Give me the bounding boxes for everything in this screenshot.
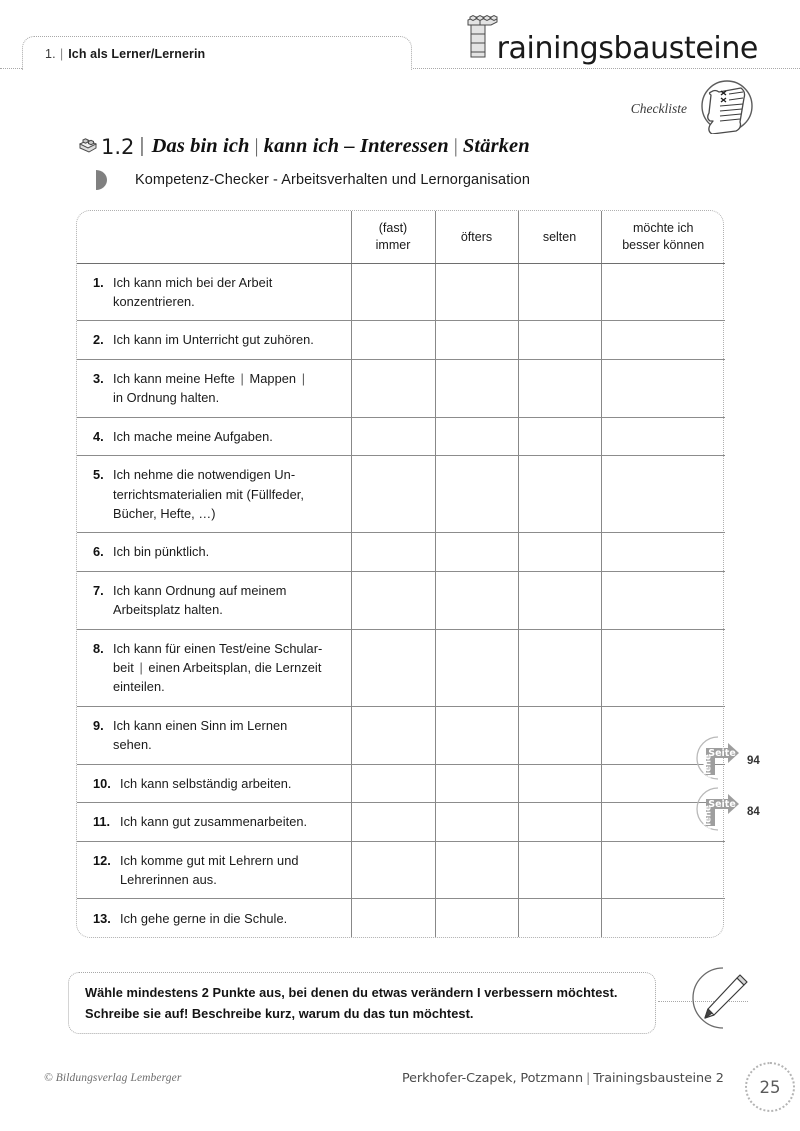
column-header-fast-immer: (fast) immer: [351, 211, 435, 263]
instruction-area: [68, 972, 668, 1034]
table-row: [77, 764, 725, 802]
statement-cell: [77, 263, 351, 321]
column-header-moechte-ich-besser-koennen: möchte ich besser können: [601, 211, 725, 263]
scroll-checklist-icon: [696, 78, 758, 139]
statement-cell: [77, 417, 351, 455]
instruction-line-1: Wähle mindestens 2 Punkte aus, bei denen du etwas verändern I verbessern möchtest.: [85, 985, 618, 1000]
checkliste-badge: [631, 78, 758, 139]
statement-cell: [77, 359, 351, 417]
item-text: Ich gehe gerne in die Schule.: [120, 910, 288, 926]
section-heading: [78, 134, 530, 159]
table-row: [77, 899, 725, 937]
item-number: 5.: [93, 467, 104, 483]
item-text: Ich nehme die notwendigen Un- terrichtsmaterialien mit (Füllfeder, Bücher, Hefte, …): [113, 467, 304, 521]
checkbox-cell-oefters[interactable]: [435, 803, 518, 841]
item-number: 6.: [93, 544, 104, 560]
table-row: [77, 841, 725, 899]
item-text: Ich mache meine Aufgaben.: [113, 428, 273, 444]
item-text: Ich kann einen Sinn im Lernen sehen.: [113, 718, 288, 753]
item-text: Ich bin pünktlich.: [113, 544, 210, 560]
checkbox-cell-oefters[interactable]: [435, 533, 518, 571]
column-header-selten: selten: [518, 211, 601, 263]
half-disc-bullet-icon: [96, 170, 107, 190]
checkbox-cell-selten[interactable]: [518, 321, 601, 359]
statement-cell: [77, 629, 351, 706]
table-row: [77, 706, 725, 764]
checkbox-cell-selten[interactable]: [518, 456, 601, 533]
statement-cell: [77, 533, 351, 571]
item-text: Ich kann Ordnung auf meinem Arbeitsplatz halten.: [113, 583, 287, 618]
checkbox-cell-selten[interactable]: [518, 629, 601, 706]
checkbox-cell-moechte-ich-besser-koennen[interactable]: [601, 359, 725, 417]
checkbox-cell-oefters[interactable]: [435, 456, 518, 533]
checkbox-cell-selten[interactable]: [518, 359, 601, 417]
pencil-icon: [683, 962, 763, 1042]
siehe-seite-arrow-icon: [692, 786, 744, 837]
checkbox-cell-oefters[interactable]: [435, 841, 518, 899]
item-number: 4.: [93, 428, 104, 444]
building-blocks-t-icon: [465, 14, 499, 63]
checkbox-cell-fast-immer[interactable]: [351, 706, 435, 764]
item-text: Ich komme gut mit Lehrern und Lehrerinnen aus.: [120, 852, 299, 887]
checkbox-cell-moechte-ich-besser-koennen[interactable]: [601, 841, 725, 899]
table-row: [77, 359, 725, 417]
checkbox-cell-selten[interactable]: [518, 571, 601, 629]
checkbox-cell-fast-immer[interactable]: [351, 629, 435, 706]
footer-series: Trainingsbausteine 2: [593, 1071, 724, 1086]
checkbox-cell-oefters[interactable]: [435, 359, 518, 417]
checkbox-cell-moechte-ich-besser-koennen[interactable]: [601, 571, 725, 629]
section-separator: |: [139, 135, 145, 157]
checkbox-cell-fast-immer[interactable]: [351, 456, 435, 533]
lego-brick-icon: [78, 136, 98, 159]
section-title: [152, 135, 530, 158]
checkbox-cell-oefters[interactable]: [435, 899, 518, 937]
statement-cell: [77, 899, 351, 937]
table-row: [77, 417, 725, 455]
checkbox-cell-moechte-ich-besser-koennen[interactable]: [601, 629, 725, 706]
item-text: Ich kann mich bei der Arbeit konzentrieren.: [113, 274, 273, 309]
checkbox-cell-oefters[interactable]: [435, 263, 518, 321]
footer-citation: [402, 1071, 724, 1086]
statement-cell: [77, 321, 351, 359]
checkbox-cell-fast-immer[interactable]: [351, 899, 435, 937]
checkbox-cell-oefters[interactable]: [435, 629, 518, 706]
statement-cell: [77, 764, 351, 802]
checkbox-cell-moechte-ich-besser-koennen[interactable]: [601, 263, 725, 321]
table-row: [77, 456, 725, 533]
instruction-line-2: Schreibe sie auf! Beschreibe kurz, warum du das tun möchtest.: [85, 1006, 474, 1022]
pencil-badge: [683, 962, 763, 1047]
statement-cell: [77, 803, 351, 841]
page-number: 25: [759, 1077, 781, 1097]
checkliste-label: Checkliste: [630, 100, 687, 116]
checkbox-cell-selten[interactable]: [518, 263, 601, 321]
seite-label: Seite: [708, 799, 736, 810]
item-text: Ich kann meine Hefte | Mappen | in Ordnung halten.: [113, 371, 306, 406]
section-title-pipe2: |: [453, 135, 458, 157]
table-row: [77, 629, 725, 706]
item-number: 10.: [93, 775, 111, 791]
siehe-seite-badge-94[interactable]: [692, 735, 760, 786]
item-number: 1.: [93, 274, 104, 290]
checkbox-cell-selten[interactable]: [518, 841, 601, 899]
checkbox-cell-selten[interactable]: [518, 899, 601, 937]
seite-label: Seite: [708, 748, 736, 759]
footer-authors: Perkhofer-Czapek, Potzmann: [402, 1071, 583, 1086]
checkbox-cell-moechte-ich-besser-koennen[interactable]: [601, 417, 725, 455]
breadcrumb-separator: |: [59, 46, 64, 61]
item-number: 3.: [93, 371, 104, 387]
page-header: [0, 0, 800, 80]
section-number: 1.2: [101, 134, 135, 159]
competence-checker-table: [76, 210, 724, 938]
footer-copyright: © Bildungsverlag Lemberger: [44, 1072, 182, 1084]
checkbox-cell-fast-immer[interactable]: [351, 263, 435, 321]
checkbox-cell-fast-immer[interactable]: [351, 533, 435, 571]
item-number: 12.: [93, 852, 111, 868]
breadcrumb[interactable]: [22, 36, 412, 70]
page-number-badge: [745, 1062, 795, 1112]
checkbox-cell-fast-immer[interactable]: [351, 803, 435, 841]
section-title-pipe1: |: [254, 135, 259, 157]
item-number: 8.: [93, 640, 104, 656]
siehe-label: siehe: [703, 754, 714, 780]
section-title-part1: Das bin ich: [151, 135, 250, 157]
siehe-seite-badge-84[interactable]: [692, 786, 760, 837]
table-header-row: [77, 211, 725, 263]
item-text: Ich kann für einen Test/eine Schular- beit | einen Arbeitsplan, die Lernzeit einteilen.: [113, 640, 323, 695]
checkbox-cell-selten[interactable]: [518, 764, 601, 802]
checkbox-cell-oefters[interactable]: [435, 706, 518, 764]
table-row: [77, 803, 725, 841]
table-row: [77, 263, 725, 321]
checkbox-cell-oefters[interactable]: [435, 571, 518, 629]
checkbox-cell-fast-immer[interactable]: [351, 359, 435, 417]
table-row: [77, 571, 725, 629]
section-title-part3: Stärken: [462, 135, 530, 157]
checkbox-cell-selten[interactable]: [518, 803, 601, 841]
column-header-oefters: öfters: [435, 211, 518, 263]
column-header-statement: [77, 211, 351, 263]
item-number: 7.: [93, 583, 104, 598]
item-text: Ich kann selbständig arbeiten.: [120, 775, 292, 791]
checkbox-cell-oefters[interactable]: [435, 321, 518, 359]
checkbox-cell-fast-immer[interactable]: [351, 571, 435, 629]
breadcrumb-title: Ich als Lerner/Lernerin: [68, 46, 206, 61]
siehe-seite-page-number: 84: [747, 805, 760, 818]
checkbox-cell-fast-immer[interactable]: [351, 417, 435, 455]
item-number: 9.: [93, 718, 104, 733]
item-number: 11.: [93, 814, 111, 830]
siehe-label: siehe: [703, 805, 714, 831]
checkbox-cell-moechte-ich-besser-koennen[interactable]: [601, 533, 725, 571]
checkbox-cell-oefters[interactable]: [435, 417, 518, 455]
siehe-seite-arrow-icon: [692, 735, 744, 786]
checkbox-cell-moechte-ich-besser-koennen[interactable]: [601, 321, 725, 359]
item-number: 13.: [93, 910, 111, 926]
table-row: [77, 533, 725, 571]
checkbox-cell-fast-immer[interactable]: [351, 841, 435, 899]
brand-wordmark: rainingsbausteine: [496, 31, 758, 66]
siehe-seite-page-number: 94: [747, 754, 760, 767]
checkbox-cell-fast-immer[interactable]: [351, 321, 435, 359]
checkbox-cell-selten[interactable]: [518, 706, 601, 764]
checkbox-cell-moechte-ich-besser-koennen[interactable]: [601, 456, 725, 533]
checkbox-cell-selten[interactable]: [518, 533, 601, 571]
page-footer: [0, 1062, 800, 1122]
checkbox-cell-selten[interactable]: [518, 417, 601, 455]
statement-cell: [77, 706, 351, 764]
instruction-box: [68, 972, 656, 1034]
statement-cell: [77, 571, 351, 629]
checkbox-cell-moechte-ich-besser-koennen[interactable]: [601, 899, 725, 937]
footer-separator: |: [585, 1071, 591, 1086]
statement-cell: [77, 456, 351, 533]
item-text: Ich kann im Unterricht gut zuhören.: [113, 332, 314, 348]
checkbox-cell-fast-immer[interactable]: [351, 764, 435, 802]
section-subtitle: Kompetenz-Checker - Arbeitsverhalten und Lernorganisation: [135, 172, 531, 188]
breadcrumb-number: 1.: [45, 46, 56, 61]
statement-cell: [77, 841, 351, 899]
brand-logo: [465, 20, 758, 64]
item-number: 2.: [93, 332, 104, 348]
section-title-part2: kann ich – Interessen: [263, 135, 449, 157]
item-text: Ich kann gut zusammenarbeiten.: [120, 814, 308, 830]
checkbox-cell-oefters[interactable]: [435, 764, 518, 802]
table-row: [77, 321, 725, 359]
section-subheading: [96, 170, 530, 190]
